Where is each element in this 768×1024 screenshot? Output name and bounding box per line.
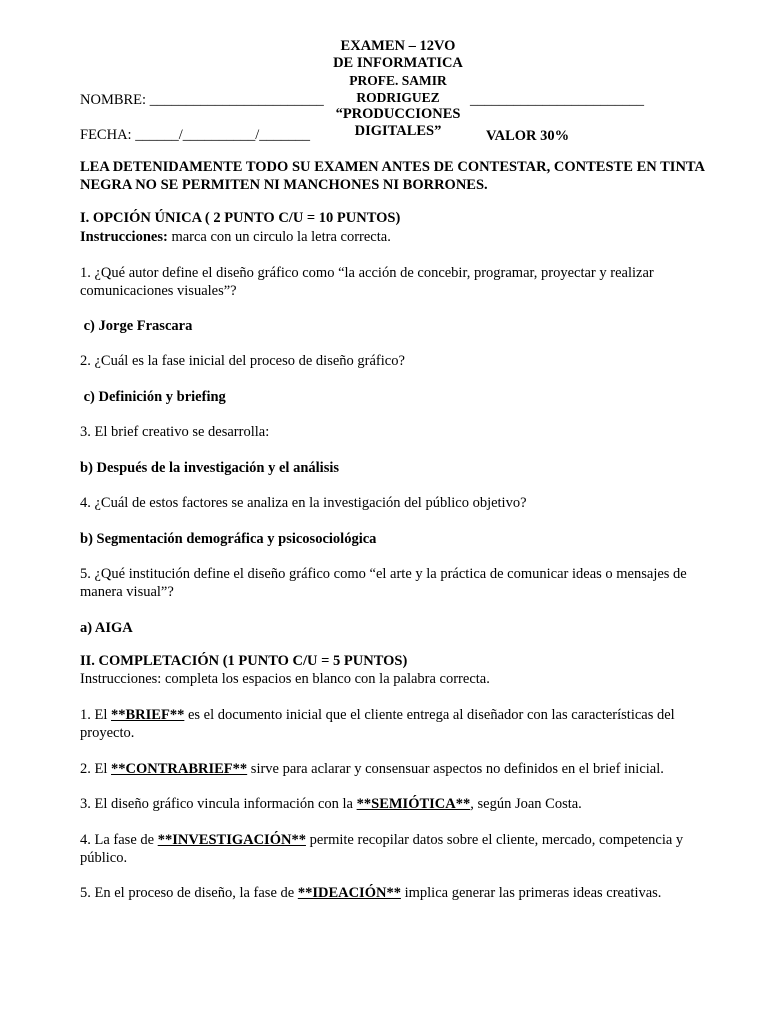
completion-1-answer: **BRIEF** xyxy=(111,707,185,723)
completion-4-pre: 4. La fase de xyxy=(80,832,158,848)
nombre-line-tail: ________________________ xyxy=(470,92,644,108)
section-1-instructions xyxy=(80,229,705,247)
completion-1-post: es el documento inicial que el cliente entrega al diseñador con las características del proyecto. xyxy=(80,707,675,741)
exam-title-line-1: EXAMEN – 12VO xyxy=(340,38,456,54)
exam-title-line-4: RODRIGUEZ xyxy=(356,90,440,105)
completion-item-3 xyxy=(80,796,705,814)
completion-4-post: permite recopilar datos sobre el cliente, mercado, competencia y público. xyxy=(80,832,684,866)
exam-title-line-6: DIGITALES” xyxy=(354,123,442,139)
completion-item-1 xyxy=(80,707,705,742)
exam-title-line-5: “PRODUCCIONES xyxy=(335,106,461,122)
question-1: 1. ¿Qué autor define el diseño gráfico como “la acción de concebir, programar, proyectar y realizar comunicaciones visuales”? xyxy=(80,265,654,299)
completion-3-answer: **SEMIÓTICA** xyxy=(356,796,471,812)
nombre-label: NOMBRE: ________________________ xyxy=(80,92,324,108)
answer-1: c) Jorge Frascara xyxy=(80,318,193,334)
completion-1-pre: 1. El xyxy=(80,707,112,723)
answer-2: c) Definición y briefing xyxy=(80,389,226,405)
completion-3-post: , según Joan Costa. xyxy=(470,796,582,812)
question-3: 3. El brief creativo se desarrolla: xyxy=(80,424,270,440)
completion-item-5 xyxy=(80,885,705,903)
fecha-label: FECHA: ______/__________/_______ xyxy=(80,127,310,143)
section-1-instructions-text: marca con un circulo la letra correcta. xyxy=(167,229,391,245)
completion-3-pre: 3. El diseño gráfico vincula información con la xyxy=(80,796,357,812)
exam-title-line-2: DE INFORMATICA xyxy=(333,55,463,71)
question-4: 4. ¿Cuál de estos factores se analiza en la investigación del público objetivo? xyxy=(80,495,527,511)
completion-5-post: implica generar las primeras ideas creativas. xyxy=(400,885,662,901)
completion-2-answer: **CONTRABRIEF** xyxy=(111,761,248,777)
answer-3: b) Después de la investigación y el análisis xyxy=(80,460,340,476)
completion-item-4 xyxy=(80,832,705,867)
section-1-instructions-label: Instrucciones: xyxy=(80,229,168,245)
completion-2-pre: 2. El xyxy=(80,761,112,777)
question-5: 5. ¿Qué institución define el diseño gráfico como “el arte y la práctica de comunicar ideas o mensajes de manera visual”? xyxy=(80,566,687,600)
section-2-title: II. COMPLETACIÓN (1 PUNTO C/U = 5 PUNTOS) xyxy=(80,653,408,669)
question-2: 2. ¿Cuál es la fase inicial del proceso de diseño gráfico? xyxy=(80,353,405,369)
answer-4: b) Segmentación demográfica y psicosociológica xyxy=(80,531,377,547)
completion-item-2 xyxy=(80,761,705,779)
completion-4-answer: **INVESTIGACIÓN** xyxy=(157,832,306,848)
general-instructions: LEA DETENIDAMENTE TODO SU EXAMEN ANTES DE CONTESTAR, CONTESTE EN TINTA NEGRA NO SE PERMITEN NI MANCHONES NI BORRONES. xyxy=(80,159,705,193)
answer-5: a) AIGA xyxy=(80,620,133,636)
completion-5-answer: **IDEACIÓN** xyxy=(297,885,401,901)
exam-title-line-3: PROFE. SAMIR xyxy=(349,73,447,88)
section-2-instructions: Instrucciones: completa los espacios en blanco con la palabra correcta. xyxy=(80,671,490,687)
section-1-title: I. OPCIÓN ÚNICA ( 2 PUNTO C/U = 10 PUNTOS) xyxy=(80,210,401,226)
completion-5-pre: 5. En el proceso de diseño, la fase de xyxy=(80,885,298,901)
completion-2-post: sirve para aclarar y consensuar aspectos no definidos en el brief inicial. xyxy=(247,761,664,777)
valor-label: VALOR 30% xyxy=(486,128,570,144)
